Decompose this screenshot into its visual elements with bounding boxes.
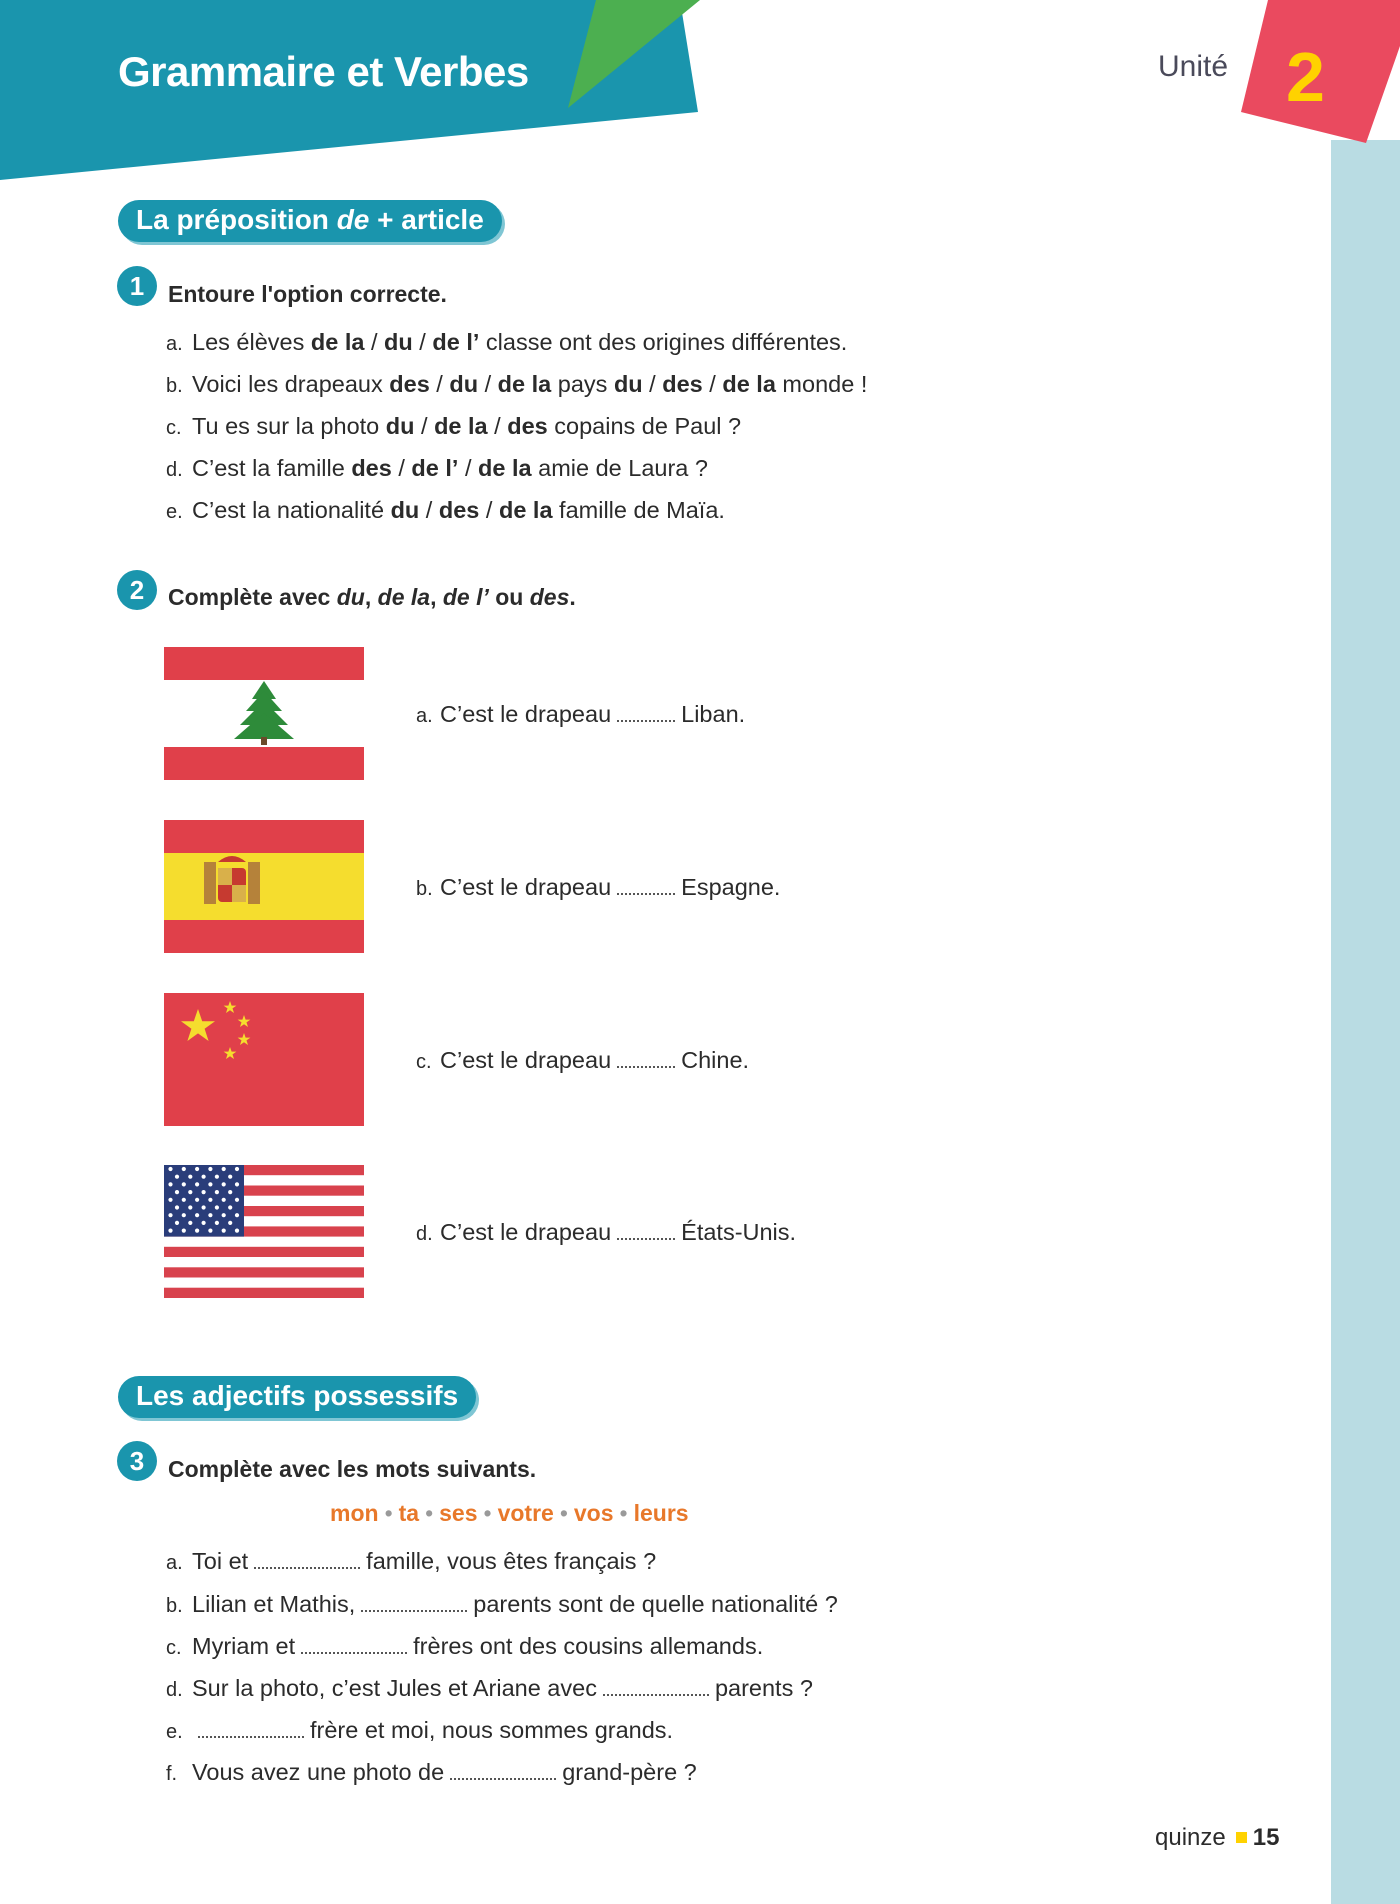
word-bank-item: ta: [398, 1500, 420, 1526]
ex3-item-f: [166, 1759, 697, 1786]
item-text-before: Vous avez une photo de: [192, 1759, 445, 1785]
option-choice: des: [389, 371, 430, 397]
item-text: classe ont des origines différentes.: [479, 329, 848, 355]
item-text-before: Sur la photo, c’est Jules et Ariane avec: [192, 1675, 597, 1701]
exercise-1-instruction: Entoure l'option correcte.: [168, 281, 447, 307]
pill-text-italic: de: [336, 204, 370, 235]
word-bank-item: leurs: [633, 1500, 689, 1526]
unite-label: Unité: [1158, 50, 1229, 83]
item-text: C’est la famille: [192, 455, 352, 481]
item-text: /: [487, 413, 508, 439]
ex3-item-c: [166, 1633, 763, 1660]
answer-blank[interactable]: [617, 714, 675, 722]
item-text-after: Espagne.: [681, 874, 781, 900]
word-separator: •: [559, 1500, 568, 1526]
ex2-item-b: [416, 874, 780, 901]
item-text-after: famille, vous êtes français ?: [366, 1548, 657, 1574]
ex1-item-d: [166, 455, 708, 482]
option-choice: du: [613, 371, 643, 397]
item-text: /: [414, 413, 435, 439]
ex1-item-e: [166, 497, 725, 524]
item-letter: e.: [166, 501, 183, 523]
ex2-item-d: [416, 1219, 796, 1246]
option-choice: de la: [478, 455, 532, 481]
option-choice: du: [390, 497, 420, 523]
item-text: /: [419, 497, 439, 523]
answer-blank[interactable]: [617, 1232, 675, 1240]
item-text: copains de Paul ?: [547, 413, 742, 439]
item-letter: c.: [416, 1051, 432, 1073]
answer-blank[interactable]: [617, 887, 675, 895]
item-letter: b.: [166, 1595, 183, 1617]
item-letter: d.: [166, 459, 183, 481]
item-letter: e.: [166, 1721, 183, 1743]
ex3-item-a: [166, 1548, 656, 1575]
item-text-after: grand-père ?: [562, 1759, 697, 1785]
option-choice: du: [385, 413, 415, 439]
word-bank-item: votre: [497, 1500, 554, 1526]
item-text-before: Toi et: [192, 1548, 249, 1574]
page-number-word: quinze: [1155, 1824, 1226, 1851]
answer-blank[interactable]: [450, 1772, 556, 1780]
answer-blank[interactable]: [617, 1060, 675, 1068]
answer-blank[interactable]: [603, 1688, 709, 1696]
word-separator: •: [384, 1500, 393, 1526]
option-choice: du: [449, 371, 479, 397]
item-text: pays: [551, 371, 614, 397]
item-text: Les élèves: [192, 329, 311, 355]
instruction-text: ,: [430, 584, 443, 610]
instruction-text: .: [569, 584, 576, 610]
exercise-2-instruction: [168, 584, 576, 611]
item-text-before: C’est le drapeau: [440, 701, 612, 727]
item-text-after: parents ?: [714, 1675, 813, 1701]
page-number: 15: [1252, 1824, 1280, 1851]
item-letter: c.: [166, 417, 182, 439]
item-text: monde !: [775, 371, 868, 397]
exercise-number-3: 3: [117, 1441, 157, 1481]
instruction-text: ,: [364, 584, 378, 610]
item-text-after: parents sont de quelle nationalité ?: [473, 1591, 838, 1617]
item-text: Voici les drapeaux: [192, 371, 390, 397]
item-text: /: [478, 371, 498, 397]
option-choice: des: [438, 497, 480, 523]
option-choice: de la: [498, 497, 553, 523]
instruction-text: Complète avec: [168, 584, 337, 610]
answer-blank[interactable]: [361, 1604, 467, 1612]
word-bank-item: ses: [439, 1500, 478, 1526]
option-choice: des: [662, 371, 703, 397]
item-text-after: Chine.: [681, 1047, 750, 1073]
item-text-before: C’est le drapeau: [440, 1219, 612, 1245]
word-bank: [330, 1500, 689, 1527]
item-text: amie de Laura ?: [531, 455, 708, 481]
option-choice: de l’: [432, 329, 480, 355]
item-text: /: [412, 329, 433, 355]
item-letter: f.: [166, 1763, 178, 1785]
word-separator: •: [425, 1500, 434, 1526]
section-pill-possessifs: Les adjectifs possessifs: [118, 1376, 476, 1418]
ex3-item-d: [166, 1675, 813, 1702]
item-text-after: Liban.: [681, 701, 746, 727]
item-text: /: [642, 371, 663, 397]
item-letter: c.: [166, 1637, 182, 1659]
spain-flag: [164, 820, 364, 953]
instruction-emphasis: du: [336, 584, 365, 610]
instruction-emphasis: de l’: [442, 584, 489, 610]
instruction-emphasis: de la: [377, 584, 431, 610]
answer-blank[interactable]: [301, 1646, 407, 1654]
item-letter: a.: [166, 333, 183, 355]
footer-yellow-square: [1236, 1832, 1247, 1843]
item-text: /: [458, 455, 479, 481]
word-bank-item: mon: [330, 1500, 379, 1526]
item-letter: d.: [416, 1223, 433, 1245]
page-title: Grammaire et Verbes: [118, 48, 529, 95]
ex1-item-b: [166, 371, 867, 398]
option-choice: du: [384, 329, 413, 355]
ex3-item-e: [166, 1717, 673, 1744]
item-letter: b.: [416, 878, 433, 900]
item-text: C’est la nationalité: [192, 497, 391, 523]
option-choice: de la: [434, 413, 488, 439]
china-flag: [164, 993, 364, 1126]
item-text: /: [479, 497, 499, 523]
item-letter: b.: [166, 375, 183, 397]
pill-text-prefix: La préposition: [136, 204, 337, 235]
instruction-text: ou: [488, 584, 530, 610]
exercise-3-instruction: Complète avec les mots suivants.: [168, 1456, 537, 1482]
right-sidebar: [1331, 140, 1400, 1904]
item-text-after: États-Unis.: [681, 1219, 797, 1245]
ex2-item-a: [416, 701, 745, 728]
ex2-item-c: [416, 1047, 749, 1074]
item-text-before: C’est le drapeau: [440, 874, 612, 900]
word-separator: •: [483, 1500, 492, 1526]
item-text: /: [391, 455, 412, 481]
item-text: /: [364, 329, 385, 355]
item-letter: d.: [166, 1679, 183, 1701]
instruction-emphasis: des: [529, 584, 570, 610]
item-text-before: Myriam et: [192, 1633, 296, 1659]
option-choice: de la: [310, 329, 365, 355]
ex1-item-a: [166, 329, 847, 356]
item-letter: a.: [416, 705, 433, 727]
answer-blank[interactable]: [254, 1561, 360, 1569]
pill-text-suffix: + article: [369, 204, 484, 235]
option-choice: de la: [722, 371, 776, 397]
option-choice: des: [351, 455, 392, 481]
option-choice: de l’: [411, 455, 459, 481]
page-footer: [1155, 1824, 1279, 1852]
option-choice: de la: [497, 371, 552, 397]
item-text-before: C’est le drapeau: [440, 1047, 612, 1073]
answer-blank[interactable]: [198, 1730, 304, 1738]
item-text-after: frères ont des cousins allemands.: [413, 1633, 764, 1659]
option-choice: des: [507, 413, 548, 439]
ex1-item-c: [166, 413, 741, 440]
unite-number: 2: [1286, 38, 1325, 116]
word-separator: •: [619, 1500, 628, 1526]
item-text-after: frère et moi, nous sommes grands.: [310, 1717, 674, 1743]
exercise-number-1: 1: [117, 266, 157, 306]
item-text: Tu es sur la photo: [192, 413, 386, 439]
lebanon-flag: [164, 647, 364, 780]
word-bank-item: vos: [573, 1500, 614, 1526]
exercise-number-2: 2: [117, 570, 157, 610]
item-text: famille de Maïa.: [552, 497, 725, 523]
usa-flag: [164, 1165, 364, 1298]
item-text-before: Lilian et Mathis,: [192, 1591, 356, 1617]
ex3-item-b: [166, 1591, 838, 1618]
section-pill-preposition: [118, 200, 502, 242]
item-text: /: [429, 371, 450, 397]
item-letter: a.: [166, 1552, 183, 1574]
item-text: /: [702, 371, 723, 397]
